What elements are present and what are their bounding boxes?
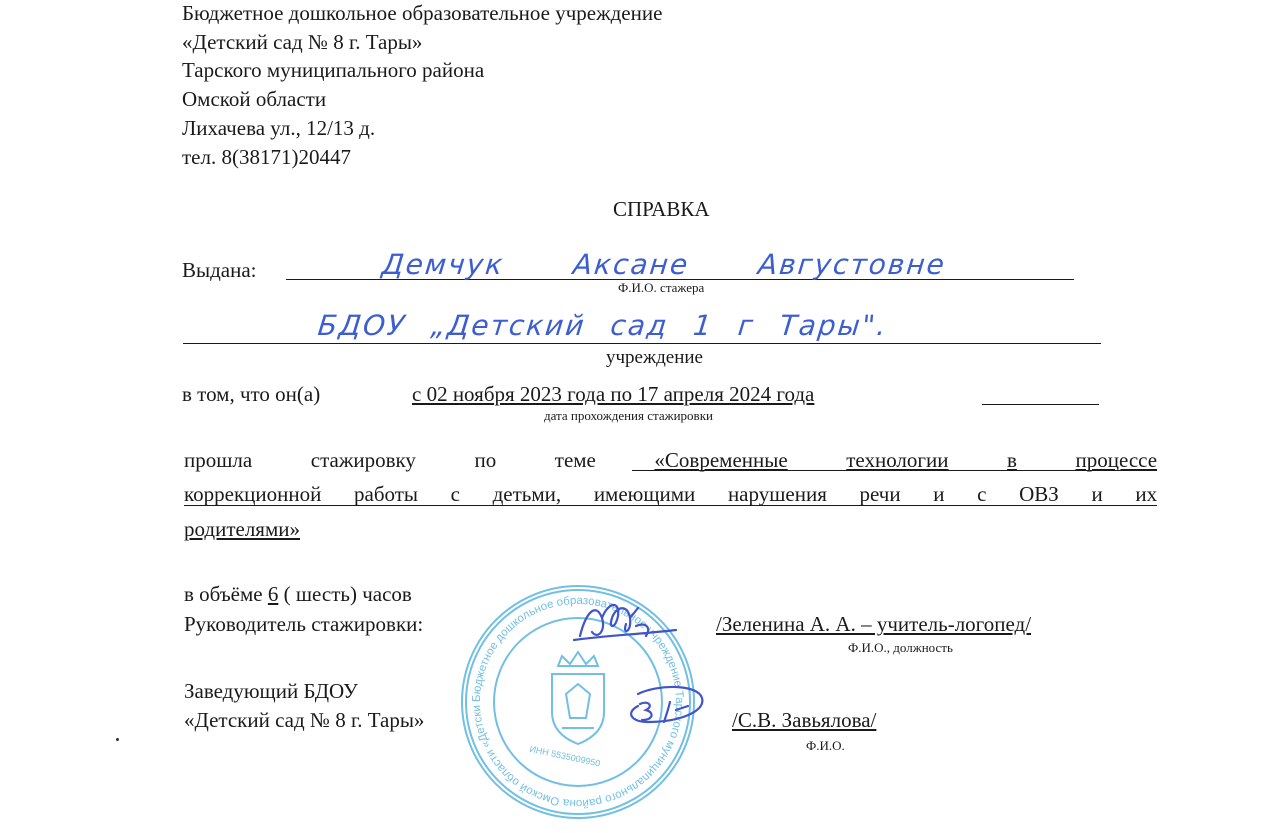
topic-word: и (933, 482, 945, 506)
topic-word: в (1007, 448, 1017, 472)
topic-underline-1 (632, 470, 1157, 471)
volume-suffix: ( шесть) часов (283, 582, 412, 606)
topic-word: по (474, 448, 497, 472)
supervisor-label: Руководитель стажировки: (184, 612, 424, 636)
topic-word: коррекционной (184, 482, 322, 506)
topic-word: «Современные (654, 448, 788, 472)
topic-word: с (977, 482, 987, 506)
topic-word: ОВЗ (1019, 482, 1059, 506)
topic-word: речи (859, 482, 901, 506)
head-caption: Ф.И.О. (806, 738, 845, 753)
head-signature (618, 680, 718, 740)
topic-line-2 (184, 482, 1157, 507)
institution-handwritten: БДОУ „Детский сад 1 г Тары". (316, 309, 890, 342)
org-district: Тарского муниципального района (182, 58, 485, 82)
topic-word: их (1135, 482, 1158, 506)
volume-line (184, 582, 412, 607)
scan-speck (116, 738, 119, 741)
supervisor-value: /Зеленина А. А. – учитель-логопед/ (716, 612, 1032, 636)
topic-word: прошла (184, 448, 253, 472)
supervisor-signature (572, 596, 682, 648)
head-label-1: Заведующий БДОУ (184, 679, 358, 703)
period-value: с 02 ноября 2023 года по 17 апреля 2024 года (412, 382, 815, 406)
volume-prefix: в объёме (184, 582, 263, 606)
period-underline-tail (982, 404, 1099, 405)
seal-ring-textpath: Бюджетное дошкольное образовательное учреждение Тарского муниципального района Омской области «Детский сад № 8 г. Тары» (451, 573, 686, 810)
org-name-line: Бюджетное дошкольное образовательное учреждение (182, 1, 663, 25)
topic-word: стажировку (310, 448, 416, 472)
institution-underline (183, 343, 1101, 344)
trainee-name-handwritten: Демчук Аксане Августовне (380, 248, 948, 281)
topic-underline-2 (184, 505, 1157, 506)
head-label-2: «Детский сад № 8 г. Тары» (184, 708, 425, 732)
period-label: в том, что он(а) (182, 382, 321, 406)
org-address: Лихачева ул., 12/13 д. (182, 116, 376, 140)
document-title: СПРАВКА (613, 197, 710, 221)
head-value: /С.В. Завьялова/ (732, 708, 877, 732)
period-caption: дата прохождения стажировки (544, 408, 713, 423)
topic-line-3: родителями» (184, 517, 300, 541)
institution-caption: учреждение (606, 347, 703, 368)
topic-word: нарушения (727, 482, 827, 506)
name-caption: Ф.И.О. стажера (618, 280, 705, 295)
org-short-name: «Детский сад № 8 г. Тары» (182, 30, 423, 54)
topic-word: с (450, 482, 460, 506)
topic-word: и (1091, 482, 1103, 506)
topic-word: теме (554, 448, 596, 472)
org-region: Омской области (182, 87, 327, 111)
seal-inn: ИНН 5535009950 (528, 743, 602, 769)
topic-word: детьми, (492, 482, 562, 506)
topic-word: технологии (846, 448, 949, 472)
coat-of-arms-icon (552, 652, 604, 744)
org-phone: тел. 8(38171)20447 (182, 145, 351, 169)
topic-word: процессе (1075, 448, 1158, 472)
issued-label: Выдана: (182, 258, 257, 282)
topic-word: имеющими (593, 482, 696, 506)
volume-hours: 6 (267, 582, 279, 606)
supervisor-caption: Ф.И.О., должность (848, 640, 953, 655)
topic-word: работы (354, 482, 419, 506)
